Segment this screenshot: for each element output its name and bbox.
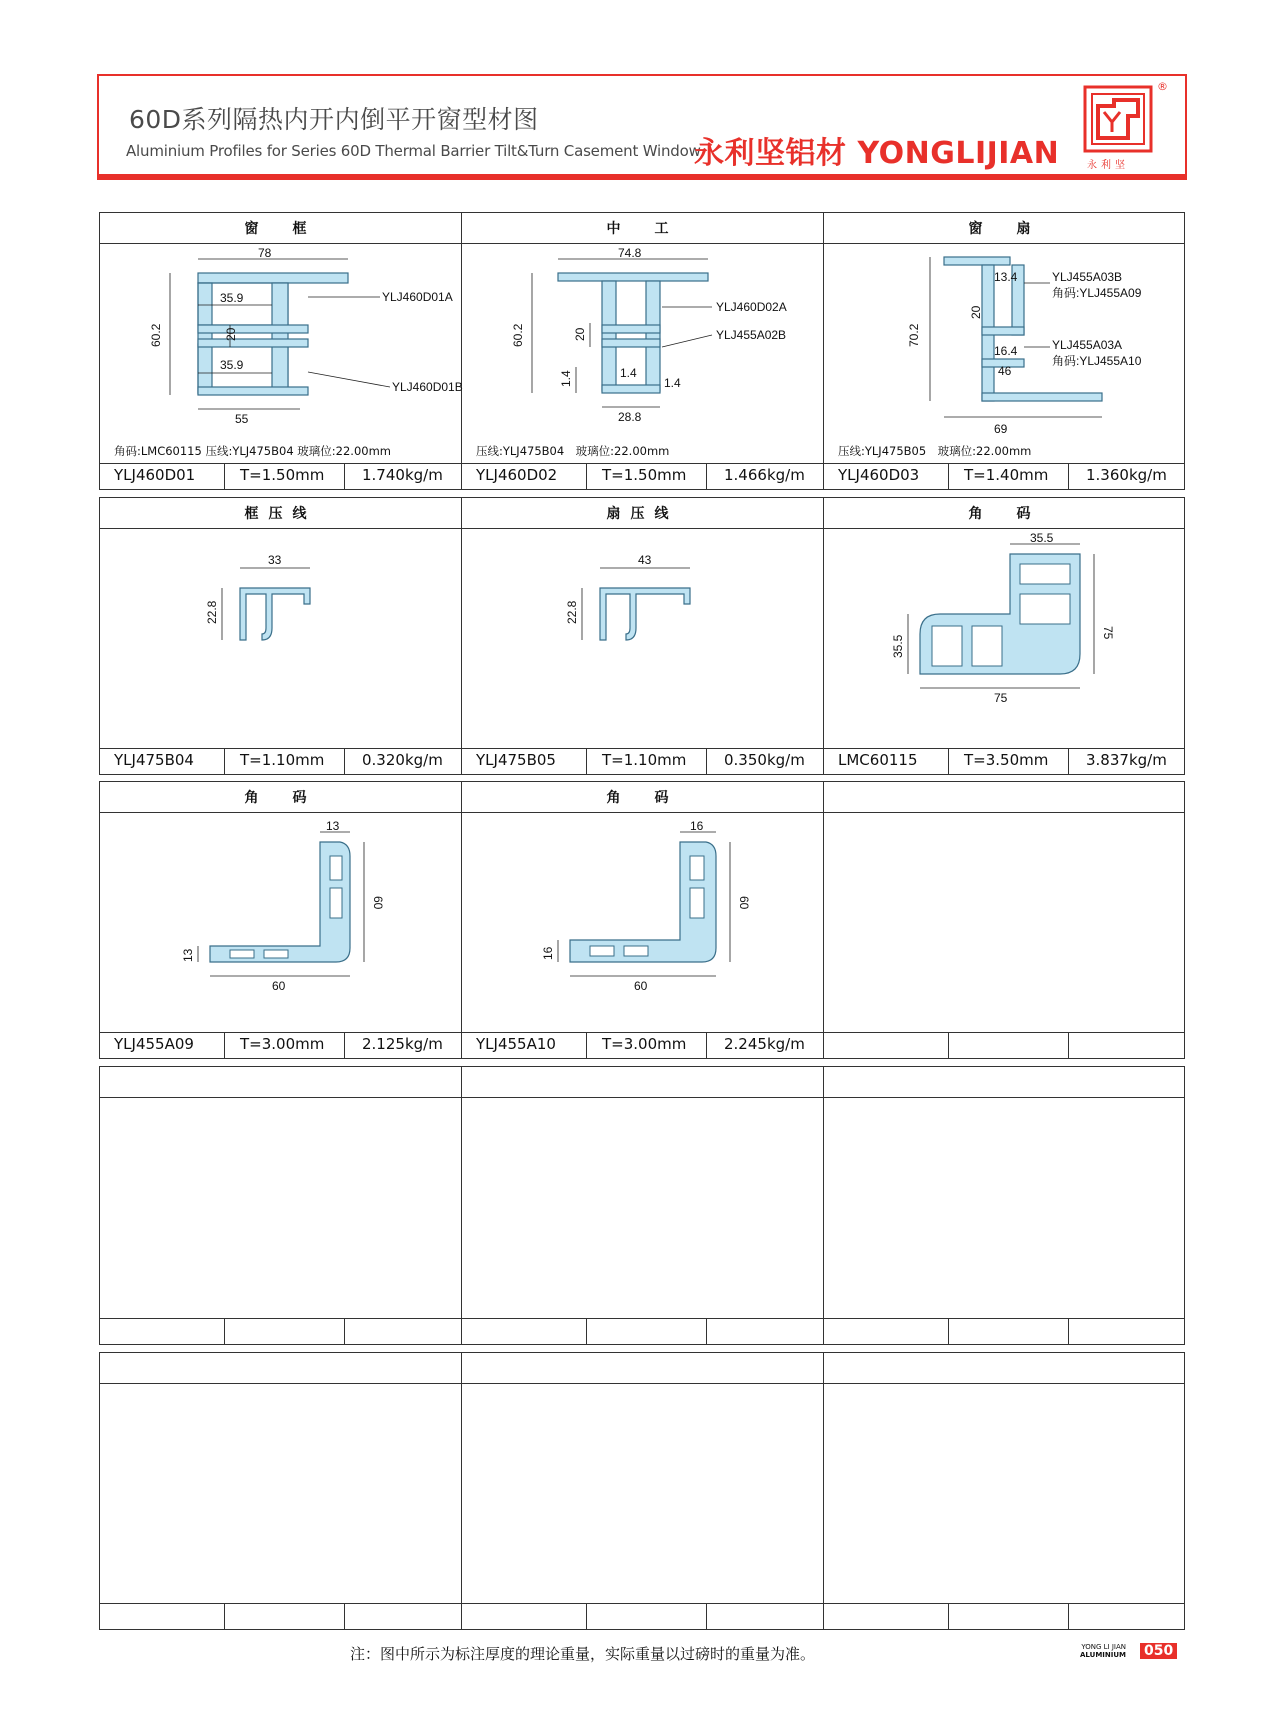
spec-frame: 角码:LMC60115 压线:YLJ475B04 玻璃位:22.00mm bbox=[114, 444, 391, 458]
cell-title-sash: 窗 扇 bbox=[968, 221, 1041, 237]
code-corner-2: YLJ455A09 bbox=[114, 1035, 194, 1053]
profile-row-4-empty bbox=[99, 1066, 1185, 1345]
cell-title-corner-1: 角 码 bbox=[968, 506, 1041, 522]
corner-a10-drawing bbox=[530, 819, 780, 1002]
dim-mullion-height: 60.2 bbox=[511, 323, 525, 347]
dim-frame-upper: 35.9 bbox=[220, 291, 244, 305]
label-mullion-a: YLJ460D02A bbox=[716, 300, 787, 314]
dim-sash-mid: 16.4 bbox=[994, 344, 1018, 358]
dim-frame-bead-height: 22.8 bbox=[205, 600, 219, 624]
thickness-corner-3: T=3.00mm bbox=[602, 1035, 687, 1053]
dim-a09-left: 13 bbox=[181, 948, 195, 962]
registered-mark: ® bbox=[1157, 80, 1168, 93]
title-chinese: 60D系列隔热内开内倒平开窗型材图 bbox=[129, 105, 539, 134]
dim-sash-bead-width: 43 bbox=[638, 553, 652, 567]
dim-mullion-wall-2: 1.4 bbox=[620, 366, 637, 380]
label-sash-b: YLJ455A03A bbox=[1052, 338, 1123, 352]
label-frame-b: YLJ460D01B bbox=[392, 380, 463, 394]
cell-title-sash-bead: 扇压线 bbox=[606, 506, 679, 522]
dim-frame-height: 60.2 bbox=[149, 323, 163, 347]
page-header bbox=[97, 74, 1187, 180]
frame-bead-drawing bbox=[200, 548, 400, 698]
profile-row-5-empty bbox=[99, 1352, 1185, 1630]
dim-sash-height: 70.2 bbox=[907, 323, 921, 347]
dim-sash-bottom: 69 bbox=[994, 422, 1008, 436]
dim-mullion-width: 74.8 bbox=[618, 246, 642, 260]
dim-mullion-bottom: 28.8 bbox=[618, 410, 642, 424]
thickness-sash: T=1.40mm bbox=[964, 466, 1049, 484]
dim-a10-bottom: 60 bbox=[634, 979, 648, 993]
label-sash-a: YLJ455A03B bbox=[1052, 270, 1123, 284]
dim-sash-gap: 20 bbox=[969, 305, 983, 319]
profile-row-2 bbox=[99, 497, 1185, 775]
weight-frame-bead: 0.320kg/m bbox=[362, 751, 443, 769]
dim-mullion-gap: 20 bbox=[573, 327, 587, 341]
thickness-corner-2: T=3.00mm bbox=[240, 1035, 325, 1053]
cell-title-corner-2: 角 码 bbox=[244, 790, 317, 806]
cell-title-corner-3: 角 码 bbox=[606, 790, 679, 806]
label-sash-a-corner: 角码:YLJ455A09 bbox=[1052, 286, 1142, 300]
spec-mullion: 压线:YLJ475B04 玻璃位:22.00mm bbox=[476, 444, 670, 458]
spec-sash: 压线:YLJ475B05 玻璃位:22.00mm bbox=[838, 444, 1032, 458]
weight-sash: 1.360kg/m bbox=[1086, 466, 1167, 484]
logo-caption: 永利坚 bbox=[1087, 160, 1129, 171]
label-sash-b-corner: 角码:YLJ455A10 bbox=[1052, 354, 1142, 368]
weight-mullion: 1.466kg/m bbox=[724, 466, 805, 484]
page-brand-label bbox=[1080, 1643, 1126, 1659]
dim-corner-top: 35.5 bbox=[1030, 531, 1054, 545]
dim-mullion-wall-3: 1.4 bbox=[664, 376, 681, 390]
code-frame-bead: YLJ475B04 bbox=[114, 751, 194, 769]
label-mullion-b: YLJ455A02B bbox=[716, 328, 787, 342]
brand-name: 永利坚铝材 YONGLIJIAN bbox=[694, 136, 1060, 171]
dim-sash-inner: 46 bbox=[998, 364, 1012, 378]
cell-title-frame: 窗 框 bbox=[244, 221, 317, 237]
header-underline bbox=[97, 174, 1187, 180]
weight-corner-3: 2.245kg/m bbox=[724, 1035, 805, 1053]
weight-frame: 1.740kg/m bbox=[362, 466, 443, 484]
dim-mullion-wall-1: 1.4 bbox=[559, 370, 573, 387]
code-frame: YLJ460D01 bbox=[114, 466, 196, 484]
cell-title-frame-bead: 框压线 bbox=[244, 506, 317, 522]
weight-note: 注：图中所示为标注厚度的理论重量，实际重量以过磅时的重量为准。 bbox=[350, 1645, 816, 1663]
dim-a09-right: 60 bbox=[371, 896, 385, 910]
brand-logo-icon bbox=[1084, 86, 1152, 152]
dim-a10-right: 60 bbox=[737, 896, 751, 910]
dim-corner-left: 35.5 bbox=[891, 634, 905, 658]
title-english: Aluminium Profiles for Series 60D Thermal Barrier Tilt&Turn Casement Window bbox=[126, 142, 701, 160]
thickness-frame-bead: T=1.10mm bbox=[240, 751, 325, 769]
dim-sash-top: 13.4 bbox=[994, 270, 1018, 284]
label-frame-a: YLJ460D01A bbox=[382, 290, 453, 304]
dim-sash-bead-height: 22.8 bbox=[565, 600, 579, 624]
dim-frame-bottom: 55 bbox=[235, 412, 249, 426]
dim-frame-lower: 35.9 bbox=[220, 358, 244, 372]
corner-lmc-drawing bbox=[890, 531, 1150, 714]
thickness-frame: T=1.50mm bbox=[240, 466, 325, 484]
profile-row-1 bbox=[99, 212, 1185, 490]
code-sash-bead: YLJ475B05 bbox=[476, 751, 556, 769]
profile-row-3 bbox=[99, 781, 1185, 1059]
code-mullion: YLJ460D02 bbox=[476, 466, 558, 484]
weight-corner-1: 3.837kg/m bbox=[1086, 751, 1167, 769]
code-sash: YLJ460D03 bbox=[838, 466, 920, 484]
sash-bead-drawing bbox=[560, 548, 780, 698]
dim-a09-top: 13 bbox=[326, 819, 340, 833]
frame-profile-drawing bbox=[110, 246, 463, 437]
dim-corner-right: 75 bbox=[1101, 626, 1115, 640]
weight-corner-2: 2.125kg/m bbox=[362, 1035, 443, 1053]
thickness-corner-1: T=3.50mm bbox=[964, 751, 1049, 769]
thickness-sash-bead: T=1.10mm bbox=[602, 751, 687, 769]
dim-frame-width: 78 bbox=[258, 246, 272, 260]
page-label-1: YONG LI JIAN bbox=[1081, 1643, 1126, 1651]
dim-a09-bottom: 60 bbox=[272, 979, 286, 993]
dim-corner-bottom: 75 bbox=[994, 691, 1008, 705]
dim-frame-gap: 20 bbox=[224, 327, 238, 341]
code-corner-1: LMC60115 bbox=[838, 751, 918, 769]
sash-profile-drawing bbox=[834, 247, 1179, 437]
dim-frame-bead-width: 33 bbox=[268, 553, 282, 567]
page-number: 050 bbox=[1140, 1643, 1177, 1659]
code-corner-3: YLJ455A10 bbox=[476, 1035, 556, 1053]
page-label-2: ALUMINIUM bbox=[1080, 1651, 1126, 1659]
corner-a09-drawing bbox=[170, 819, 420, 1002]
thickness-mullion: T=1.50mm bbox=[602, 466, 687, 484]
cell-title-mullion: 中 工 bbox=[606, 221, 679, 237]
dim-a10-left: 16 bbox=[541, 946, 555, 960]
weight-sash-bead: 0.350kg/m bbox=[724, 751, 805, 769]
dim-a10-top: 16 bbox=[690, 819, 704, 833]
mullion-profile-drawing bbox=[472, 247, 812, 437]
